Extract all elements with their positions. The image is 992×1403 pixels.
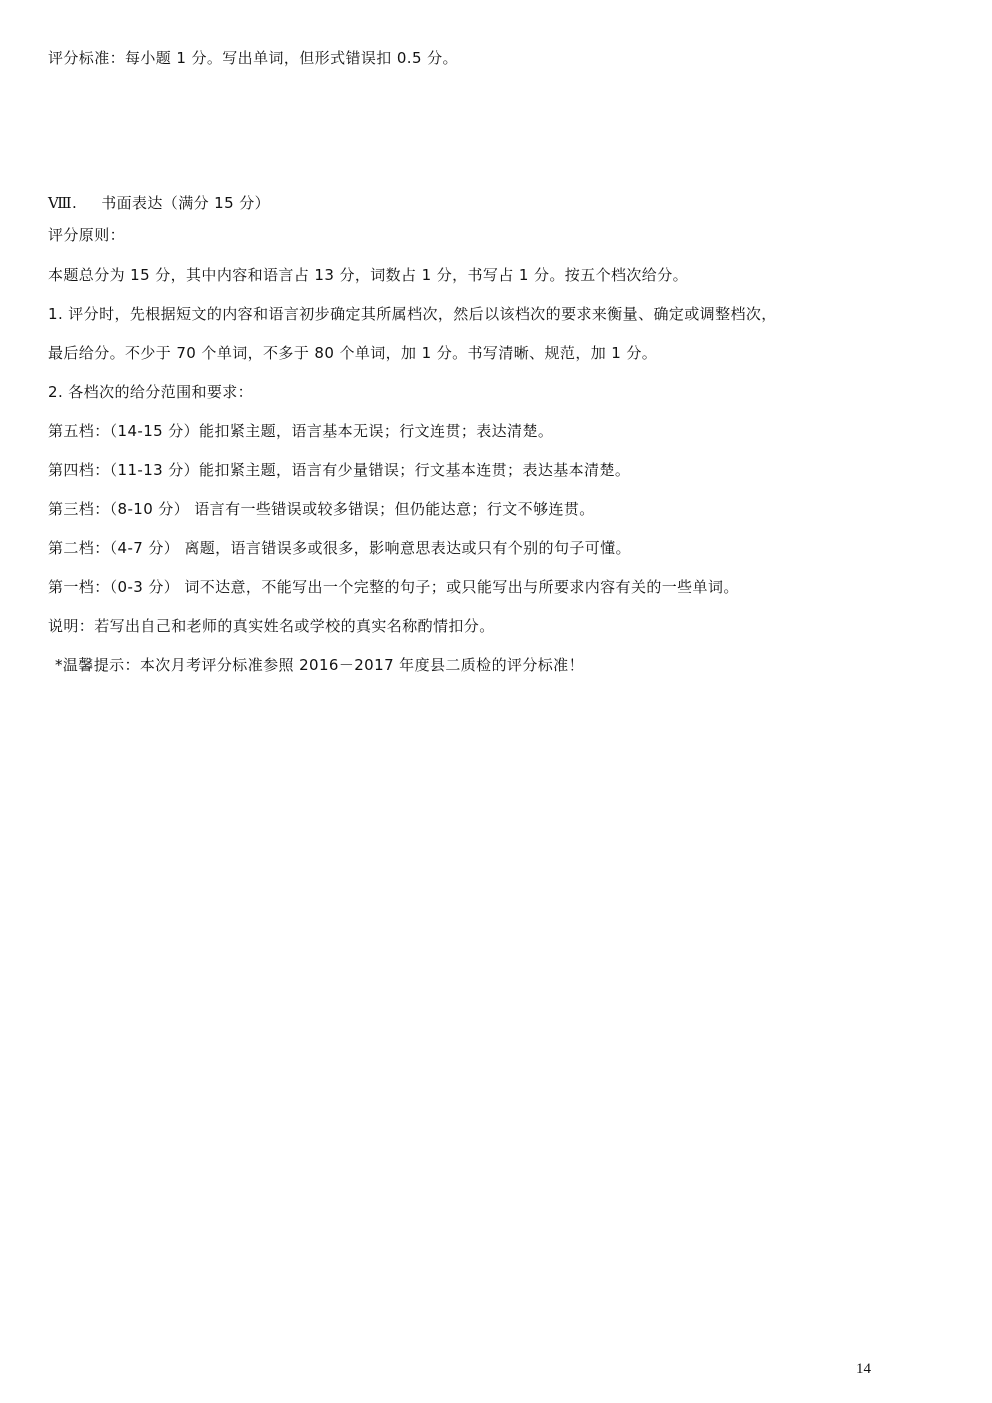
scoring-note-top: 评分标准：每小题 1 分。写出单词，但形式错误扣 0.5 分。 bbox=[48, 49, 458, 67]
section-number: Ⅷ. bbox=[48, 194, 78, 212]
item-2: 2. 各档次的给分范围和要求： bbox=[48, 383, 254, 401]
reminder-note: *温馨提示：本次月考评分标准参照 2016－2017 年度县二质检的评分标准！ bbox=[55, 656, 584, 674]
explanation-note: 说明：若写出自己和老师的真实姓名或学校的真实名称酌情扣分。 bbox=[48, 617, 495, 635]
level-4: 第四档：（11-13 分）能扣紧主题，语言有少量错误；行文基本连贯；表达基本清楚。 bbox=[48, 461, 631, 479]
section-title: 书面表达（满分 15 分） bbox=[101, 194, 271, 212]
page-number: 14 bbox=[856, 1361, 871, 1377]
item-1-line-2: 最后给分。不少于 70 个单词，不多于 80 个单词，加 1 分。书写清晰、规范，加 1 分。 bbox=[48, 344, 658, 362]
level-5: 第五档：（14-15 分）能扣紧主题，语言基本无误；行文连贯；表达清楚。 bbox=[48, 422, 554, 440]
level-2: 第二档：（4-7 分） 离题，语言错误多或很多，影响意思表达或只有个别的句子可懂。 bbox=[48, 539, 631, 557]
principles-label: 评分原则： bbox=[48, 226, 126, 244]
section-heading bbox=[48, 193, 270, 213]
item-1-line-1: 1. 评分时，先根据短文的内容和语言初步确定其所属档次，然后以该档次的要求来衡量、确定或调整档次， bbox=[48, 305, 777, 323]
level-3: 第三档：（8-10 分） 语言有一些错误或较多错误；但仍能达意；行文不够连贯。 bbox=[48, 500, 595, 518]
total-score-text: 本题总分为 15 分，其中内容和语言占 13 分，词数占 1 分，书写占 1 分。按五个档次给分。 bbox=[48, 266, 689, 284]
level-1: 第一档：（0-3 分） 词不达意，不能写出一个完整的句子；或只能写出与所要求内容有关的一些单词。 bbox=[48, 578, 739, 596]
